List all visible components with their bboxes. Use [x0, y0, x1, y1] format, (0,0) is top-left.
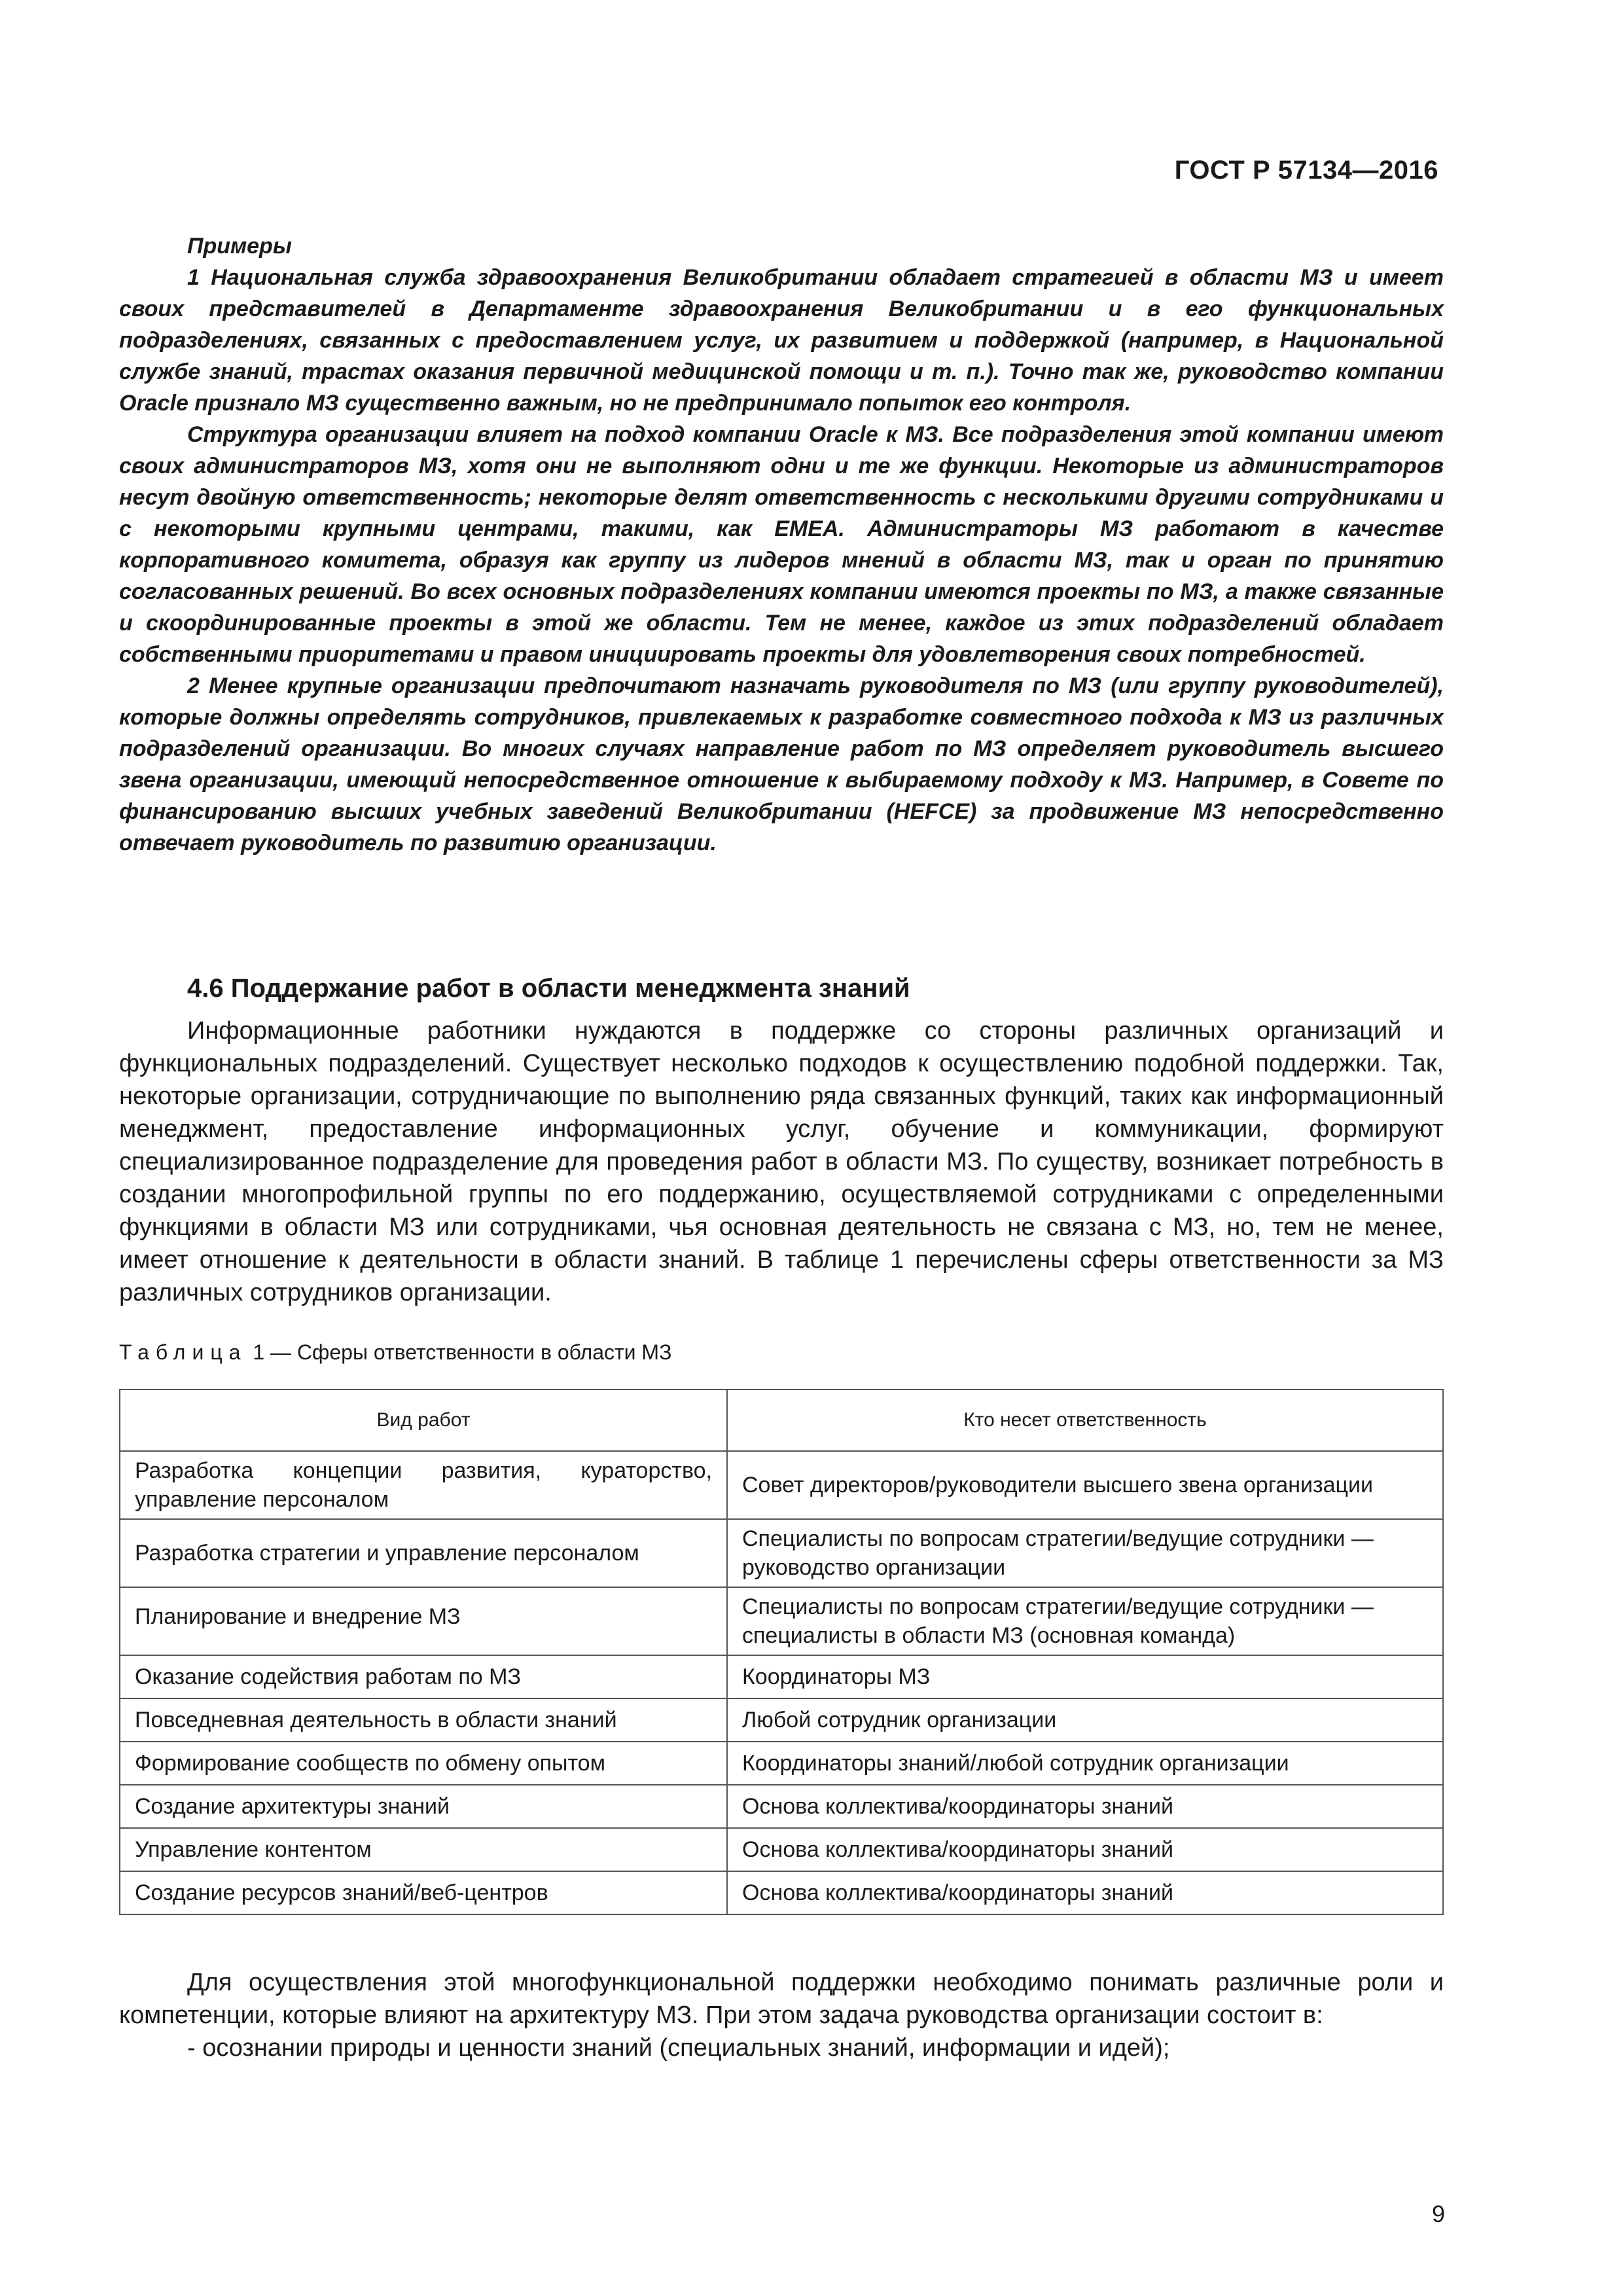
table-cell-work-type: Управление контентом: [120, 1828, 727, 1871]
closing-paragraph: Для осуществления этой многофункциональной поддержки необходимо понимать различные роли и компетенции, которые влияют на архитектуру МЗ. При этом задача руководства организации состоит в:: [119, 1969, 1444, 2029]
table-cell-responsible: Координаторы МЗ: [727, 1655, 1443, 1698]
example-1-paragraph-2: Структура организации влияет на подход компании Oracle к МЗ. Все подразделения этой компании имеют своих администраторов МЗ, хотя они не выполняют одни и те же функции. Некоторые из администраторов несут двойную ответственность; некоторые делят ответственность с несколькими другими сотрудниками и с некоторыми крупными центрами, такими, как ЕМЕА. Администраторы МЗ работают в качестве корпоративного комитета, образуя как группу из лидеров мнений в области МЗ, так и орган по принятию согласованных решений. Во всех основных подразделениях компании имеются проекты по МЗ, а также связанные и скоординированные проекты в этой же области. Тем не менее, каждое из этих подразделений обладает собственными приоритетами и правом инициировать проекты для удовлетворения своих потребностей.: [119, 422, 1444, 667]
table-row: [120, 1587, 1443, 1655]
table-cell-responsible: Координаторы знаний/любой сотрудник организации: [727, 1742, 1443, 1785]
table-row: [120, 1828, 1443, 1871]
table-cell-work-type: Создание ресурсов знаний/веб-центров: [120, 1871, 727, 1914]
table-cell-responsible: Специалисты по вопросам стратегии/ведущие сотрудники — руководство организации: [727, 1519, 1443, 1587]
table-row: [120, 1785, 1443, 1828]
table-cell-responsible: Любой сотрудник организации: [727, 1698, 1443, 1742]
table-cell-work-type: Разработка стратегии и управление персоналом: [120, 1519, 727, 1587]
example-2-paragraph: 2 Менее крупные организации предпочитают назначать руководителя по МЗ (или группу руководителей), которые должны определять сотрудников, привлекаемых к разработке совместного подхода к МЗ из различных подразделений организации. Во многих случаях направление работ по МЗ определяет руководитель высшего звена организации, имеющий непосредственное отношение к выбираемому подходу к МЗ. Например, в Совете по финансированию высших учебных заведений Великобритании (HEFCE) за продвижение МЗ непосредственно отвечает руководитель по развитию организации.: [119, 673, 1444, 855]
table-header-work-type: Вид работ: [120, 1390, 727, 1451]
table-cell-responsible: Основа коллектива/координаторы знаний: [727, 1828, 1443, 1871]
table-caption-text: 1 — Сферы ответственности в области МЗ: [247, 1340, 672, 1364]
table-header-row: [120, 1390, 1443, 1451]
bullet-item: - осознании природы и ценности знаний (специальных знаний, информации и идей);: [187, 2034, 1170, 2062]
table-row: [120, 1871, 1443, 1914]
table-cell-work-type: Повседневная деятельность в области знаний: [120, 1698, 727, 1742]
closing-block: [119, 1966, 1444, 2064]
table-cell-work-type: Создание архитектуры знаний: [120, 1785, 727, 1828]
table-cell-work-type: Планирование и внедрение МЗ: [120, 1587, 727, 1655]
table-row: [120, 1519, 1443, 1587]
table-header-responsible: Кто несет ответственность: [727, 1390, 1443, 1451]
table-cell-responsible: Специалисты по вопросам стратегии/ведущие сотрудники — специалисты в области МЗ (основная команда): [727, 1587, 1443, 1655]
table-cell-responsible: Совет директоров/руководители высшего звена организации: [727, 1451, 1443, 1519]
examples-title: Примеры: [187, 234, 292, 259]
table-row: [120, 1655, 1443, 1698]
table-cell-responsible: Основа коллектива/координаторы знаний: [727, 1871, 1443, 1914]
examples-block: [119, 230, 1444, 859]
table-caption: [119, 1338, 671, 1367]
section-heading: 4.6 Поддержание работ в области менеджмента знаний: [187, 974, 910, 1003]
table-row: [120, 1451, 1443, 1519]
table-row: [120, 1698, 1443, 1742]
table-caption-label: Таблица: [119, 1340, 247, 1364]
section-4-6: [119, 971, 1444, 1309]
table-cell-work-type: Формирование сообществ по обмену опытом: [120, 1742, 727, 1785]
responsibility-table: [119, 1389, 1444, 1915]
table-cell-work-type: Разработка концепции развития, кураторство, управление персоналом: [120, 1451, 727, 1519]
table-cell-responsible: Основа коллектива/координаторы знаний: [727, 1785, 1443, 1828]
example-1-paragraph-1: 1 Национальная служба здравоохранения Великобритании обладает стратегией в области МЗ и имеет своих представителей в Департаменте здравоохранения Великобритании и в его функциональных подразделениях, связанных с предоставлением услуг, их развитием и поддержкой (например, в Национальной службе знаний, трастах оказания первичной медицинской помощи и т. п.). Точно так же, руководство компании Oracle признало МЗ существенно важным, но не предпринимало попыток его контроля.: [119, 265, 1444, 416]
document-code: ГОСТ Р 57134—2016: [1174, 156, 1438, 185]
page-number: 9: [1431, 2200, 1445, 2227]
section-paragraph: Информационные работники нуждаются в поддержке со стороны различных организаций и функциональных подразделений. Существует несколько подходов к осуществлению подобной поддержки. Так, некоторые организации, сотрудничающие по выполнению ряда связанных функций, таких как информационный менеджмент, предоставление информационных услуг, обучение и коммуникации, формируют специализированное подразделение для проведения работ в области МЗ. По существу, возникает потребность в создании многопрофильной группы по его поддержанию, осуществляемой сотрудниками с определенными функциями в области МЗ или сотрудниками, чья основная деятельность не связана с МЗ, но, тем не менее, имеет отношение к деятельности в области знаний. В таблице 1 перечислены сферы ответственности за МЗ различных сотрудников организации.: [119, 1017, 1444, 1306]
table-row: [120, 1742, 1443, 1785]
table-cell-work-type: Оказание содействия работам по МЗ: [120, 1655, 727, 1698]
